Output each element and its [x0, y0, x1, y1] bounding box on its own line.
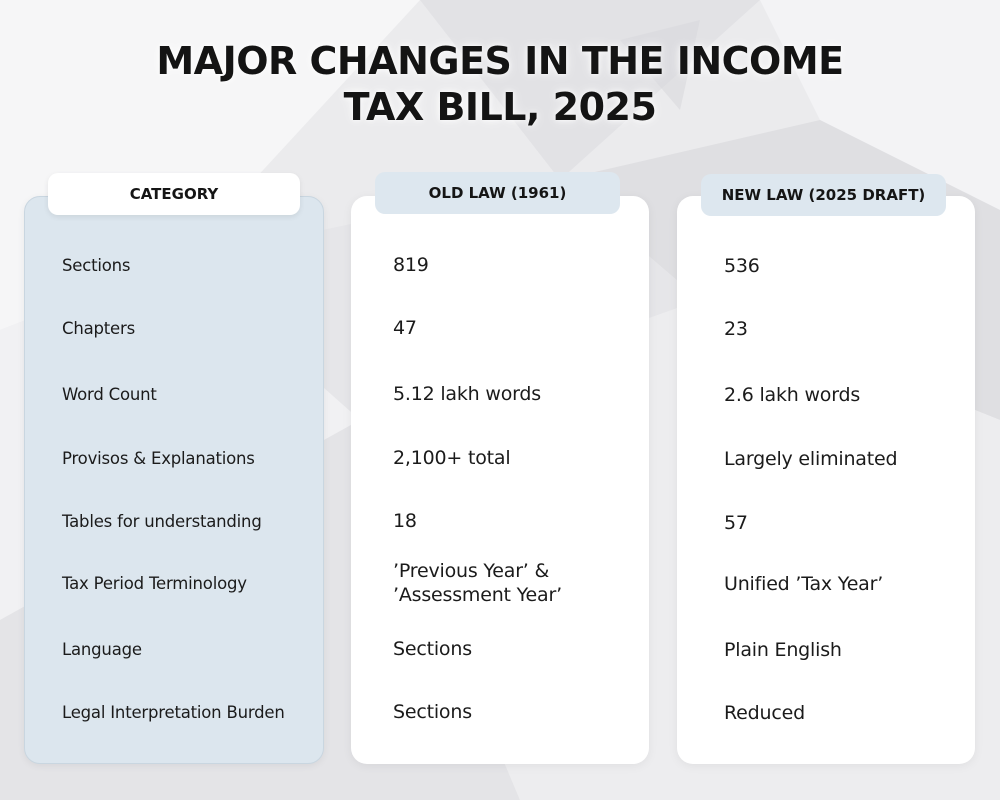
new-legal-burden-value: Reduced: [724, 702, 805, 724]
title-line-2: TAX BILL, 2025: [343, 85, 657, 129]
category-tables: Tables for understanding: [62, 511, 262, 531]
old-provisos-value: 2,100+ total: [393, 447, 511, 469]
new-law-column-panel: [677, 196, 975, 764]
new-language-value: Plain English: [724, 639, 842, 661]
page-title: [0, 38, 1000, 130]
new-tax-period-value: Unified ’Tax Year’: [724, 573, 884, 595]
old-tax-period-value: [393, 558, 643, 608]
old-tax-period-line-2: ’Assessment Year’: [393, 584, 562, 606]
category-column-panel: [24, 196, 324, 764]
old-legal-burden-value: Sections: [393, 701, 472, 723]
new-law-header: NEW LAW (2025 DRAFT): [701, 174, 946, 216]
old-tables-value: 18: [393, 510, 417, 532]
category-header: CATEGORY: [48, 173, 300, 215]
old-law-header: OLD LAW (1961): [375, 172, 620, 214]
new-chapters-value: 23: [724, 318, 748, 340]
old-chapters-value: 47: [393, 317, 417, 339]
category-language: Language: [62, 639, 142, 659]
new-sections-value: 536: [724, 255, 760, 277]
category-legal-interpretation-burden: Legal Interpretation Burden: [62, 702, 285, 722]
category-chapters: Chapters: [62, 318, 135, 338]
category-sections: Sections: [62, 255, 131, 275]
new-provisos-value: Largely eliminated: [724, 448, 898, 470]
old-language-value: Sections: [393, 638, 472, 660]
title-line-1: MAJOR CHANGES IN THE INCOME: [156, 39, 844, 83]
category-provisos-explanations: Provisos & Explanations: [62, 448, 255, 468]
category-word-count: Word Count: [62, 384, 157, 404]
old-sections-value: 819: [393, 254, 429, 276]
old-law-column-panel: [351, 196, 649, 764]
new-word-count-value: 2.6 lakh words: [724, 384, 861, 406]
old-word-count-value: 5.12 lakh words: [393, 383, 541, 405]
old-tax-period-line-1: ’Previous Year’ &: [393, 560, 550, 582]
new-tables-value: 57: [724, 512, 748, 534]
category-tax-period-terminology: Tax Period Terminology: [62, 573, 247, 593]
